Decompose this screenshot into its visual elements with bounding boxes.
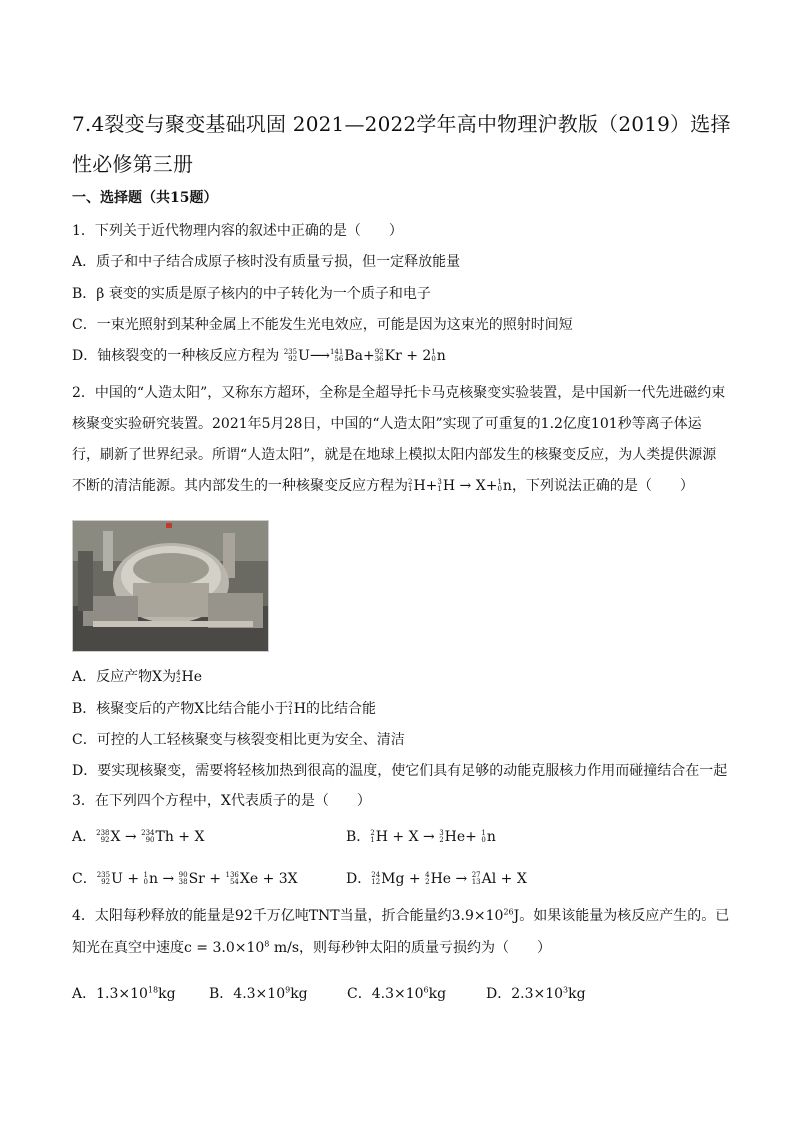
q4-option-c-text: C．4.3×10: [347, 986, 424, 1002]
q1-equation: 235 92 U⟶ 141 56 Ba+ 92 36 Kr + 2 1 0 n: [283, 348, 446, 364]
q3-option-d: D． 24 12 Mg + 4 2 He → 27 13 Al + X: [346, 871, 527, 887]
q2-option-a-prefix: A．反应产物X为: [72, 669, 177, 685]
q1-stem: 1．下列关于近代物理内容的叙述中正确的是（ ）: [72, 223, 403, 239]
q2-option-b-prefix: B．核聚变后的产物X比结合能小于: [72, 701, 289, 717]
q4-stem-line1: [72, 905, 729, 925]
q4-option-b-text: B．4.3×10: [209, 986, 286, 1002]
q4-option-b: [209, 983, 308, 1003]
page-title: 7.4裂变与聚变基础巩固 2021—2022学年高中物理沪教版（2019）选择性必修第三册: [72, 112, 731, 176]
q4-stem-3: 知光在真空中速度c = 3.0×10: [72, 940, 265, 956]
q4-option-d-unit: kg: [568, 986, 586, 1002]
q2-option-b-suffix: 的比结合能: [305, 701, 376, 717]
q3-option-c-label: C．: [72, 871, 97, 887]
q2-option-d: D．要实现核聚变，需要将轻核加热到很高的温度，使它们具有足够的动能克服核力作用而碰撞结合在一起: [72, 763, 728, 779]
q2-option-a: A．反应产物X为 4 2 He: [72, 669, 203, 685]
q4-option-a-exp: 18: [147, 985, 159, 995]
q4-option-a-text: A．1.3×10: [72, 986, 148, 1002]
q1-option-c: C．一束光照射到某种金属上不能发生光电效应，可能是因为这束光的照射时间短: [72, 317, 573, 333]
q2-equation: 2 1 H+ 3 1 H → X+ 1 0 n: [408, 478, 512, 494]
q4-option-c-unit: kg: [428, 986, 447, 1002]
q3-stem: 3．在下列四个方程中，X代表质子的是（ ）: [72, 793, 371, 809]
q4-option-d: [486, 983, 586, 1003]
q2-stem-text: 2．中国的“人造太阳”，又称东方超环，全称是全超导托卡马克核聚变实验装置，是中国新一代先进磁约束核聚变实验研究装置。2021年5月28日，中国的“人造太阳”实现了可重复的1.2亿度101秒等离子体运行，刷新了世界纪录。所谓“人造太阳”，就是在地球上模拟太阳内部发生的核聚变反应，为人类提供源源不断的清洁能源。其内部发生的一种核聚变反应方程为: [72, 385, 726, 494]
q4-option-c-exp: 6: [423, 985, 429, 995]
q4-stem-3-exp: 8: [264, 939, 270, 949]
tokamak-photo: [72, 520, 269, 652]
q4-option-d-text: D．2.3×10: [486, 986, 564, 1002]
q1-option-d: [72, 345, 446, 365]
q3-option-b: B． 2 1 H + X → 3 2 He+ 1 0 n: [346, 829, 496, 845]
q4-option-c: [347, 983, 446, 1003]
q2-option-b: B．核聚变后的产物X比结合能小于 2 1 H的比结合能: [72, 701, 376, 717]
q3-option-a: A． 238 92 X → 234 90 Th + X: [72, 829, 205, 845]
q3-option-b-label: B．: [346, 829, 371, 845]
q1-option-a: A．质子和中子结合成原子核时没有质量亏损，但一定释放能量: [72, 254, 461, 270]
section-heading: 一、选择题（共15题）: [72, 190, 218, 206]
q3-option-a-label: A．: [72, 829, 97, 845]
q2-stem-tail: ，下列说法正确的是（ ）: [511, 478, 694, 494]
q2-stem: [72, 378, 727, 502]
q4-stem-2: J。如果该能量为核反应产生的。已: [513, 908, 730, 924]
q2-option-c: C．可控的人工轻核聚变与核裂变相比更为安全、清洁: [72, 732, 405, 748]
q3-option-c: C． 235 92 U + 1 0 n → 90 38 Sr + 136 54 Xe + 3X: [72, 871, 298, 887]
q4-option-a: [72, 983, 176, 1003]
q4-option-b-exp: 9: [285, 985, 291, 995]
q1-option-d-prefix: D．铀核裂变的一种核反应方程为: [72, 348, 280, 364]
q3-option-d-label: D．: [346, 871, 372, 887]
q4-option-a-unit: kg: [158, 986, 176, 1002]
q4-option-b-unit: kg: [290, 986, 308, 1002]
q4-stem-exp: 26: [503, 907, 514, 917]
q4-stem-1: 4．太阳每秒释放的能量是92千万亿吨TNT当量，折合能量约3.9×10: [72, 908, 504, 924]
q1-option-b: B．β 衰变的实质是原子核内的中子转化为一个质子和电子: [72, 286, 431, 302]
q4-option-d-exp: 3: [563, 985, 569, 995]
q4-stem-line2: [72, 937, 551, 957]
q4-stem-4: m/s，则每秒钟太阳的质量亏损约为（ ）: [269, 940, 552, 956]
